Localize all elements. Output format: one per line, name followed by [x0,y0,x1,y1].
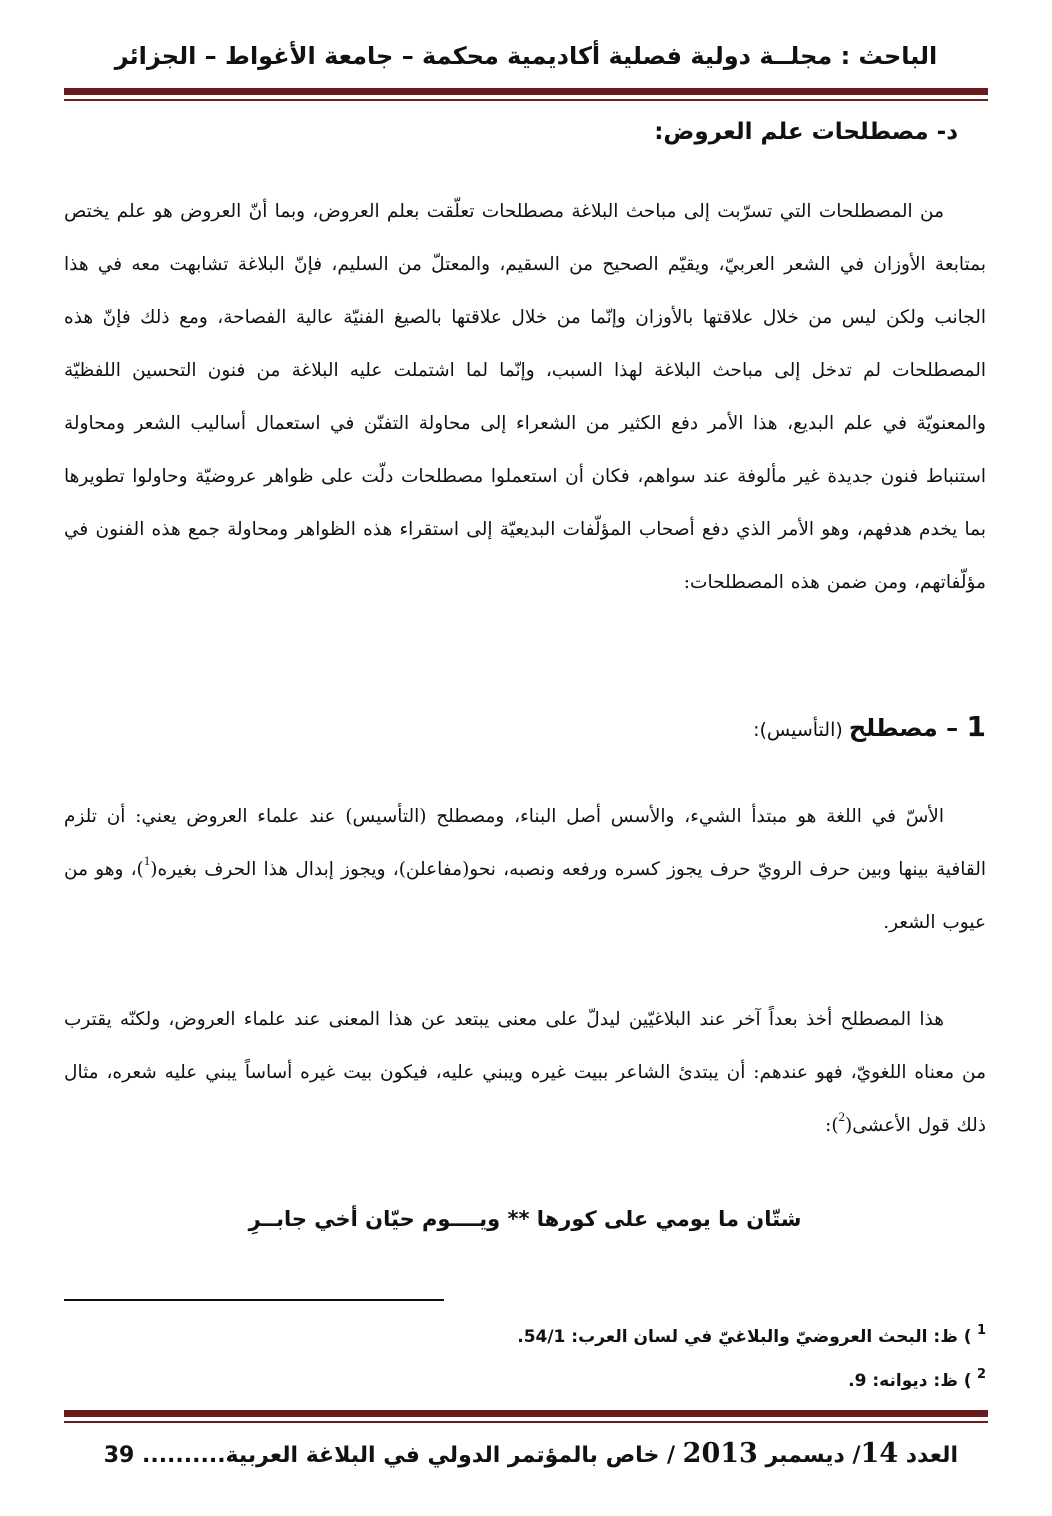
footer-rule-thick [64,1410,988,1417]
footer-year: 2013 [682,1438,758,1469]
footnote-mark: 1 [976,1323,986,1338]
header-rule-thick [64,88,988,95]
footnote-text: ) ظ: ديوانه: 9. [848,1371,972,1391]
term-label: مصطلح [848,714,938,742]
footnotes [64,1312,986,1400]
footnote-ref-1[interactable]: 1 [143,853,151,868]
footer-rule-thin [64,1421,988,1423]
footnote-separator [64,1299,444,1301]
footer-issue-label: العدد [898,1443,958,1468]
term-number: 1 [966,710,986,743]
definition-text-end: )، وهو من عيوب الشعر. [64,859,986,933]
page-number: 39 [103,1443,142,1468]
rhetoric-text-end: ): [825,1115,839,1136]
page-header [64,34,988,78]
footnote-item [64,1356,986,1400]
term-dash: – [937,714,967,742]
footer-conference: / خاص بالمؤتمر الدولي في البلاغة العربية.......... [141,1443,683,1468]
footnote-mark: 2 [976,1367,986,1382]
definition-paragraph [64,790,986,949]
footnote-text: ) ظ: البحث العروضيّ والبلاغيّ في لسان العرب: 54/1. [517,1327,972,1347]
definition-text: الأسّ في اللغة هو مبتدأ الشيء، والأسس أصل البناء، ومصطلح (التأسيس) عند علماء العروض يعني: أن تلزم القافية بينها وبين حرف الرويّ حرف يجوز كسره ورفعه ونصبه، نحو(مفاعلن)، ويجوز إبدال هذا الحرف بغيره( [64,806,986,880]
term-heading [64,702,986,755]
rhetoric-text: هذا المصطلح أخذ بعداً آخر عند البلاغيّين ليدلّ على معنى يبتعد عن هذا المعنى عند علماء العروض، ولكنّه يقترب من معناه اللغويّ، فهو عندهم: أن يبتدئ الشاعر ببيت غيره ويبني عليه، فيكون بيت غيره أساساً يبني عليه شعره، مثال ذلك قول الأعشى( [64,1009,986,1136]
footnote-ref-2[interactable]: 2 [838,1109,846,1124]
section-title: د- مصطلحات علم العروض: [654,119,958,145]
footnote-item [64,1312,986,1356]
header-title: الباحث : مجلــة دولية فصلية أكاديمية محكمة – جامعة الأغواط – الجزائر [114,42,938,70]
intro-paragraph: من المصطلحات التي تسرّبت إلى مباحث البلاغة مصطلحات تعلّقت بعلم العروض، وبما أنّ العروض هو علم يختص بمتابعة الأوزان في الشعر العربيّ، ويقيّم الصحيح من السقيم، والمعتلّ من السليم، فإنّ البلاغة تشابهت معه في هذا الجانب ولكن ليس من خلال علاقتها بالأوزان وإنّما من خلال علاقتها بالصيغ الفنيّة عالية الفصاحة، ومع ذلك فإنّ هذه المصطلحات لم تدخل إلى مباحث البلاغة لهذا السبب، وإنّما لما اشتملت عليه البلاغة من فنون التحسين اللفظيّة والمعنويّة في علم البديع، هذا الأمر دفع الكثير من الشعراء إلى محاولة التفنّن في استعمال أساليب الشعر ومحاولة استنباط فنون جديدة غير مألوفة عند سواهم، فكان أن استعملوا مصطلحات دلّت على ظواهر عروضيّة وحاولوا تطويرها بما يخدم هدفهم، وهو الأمر الذي دفع أصحاب المؤلّفات البديعيّة إلى استقراء هذه الظواهر ومحاولة جمع هذه الفنون في مؤلّفاتهم، ومن ضمن هذه المصطلحات: [64,201,986,593]
header-rule-thin [64,99,988,101]
term-name: (التأسيس): [753,719,849,741]
footer-month: / ديسمبر [757,1443,861,1468]
poem-verse: شتّان ما يومي على كورها ** ويــــوم حيّان أخي جابــرِ [248,1207,802,1231]
page-footer [94,1432,958,1478]
footer-issue-number: 14 [860,1438,899,1469]
rhetoric-paragraph [64,993,986,1152]
